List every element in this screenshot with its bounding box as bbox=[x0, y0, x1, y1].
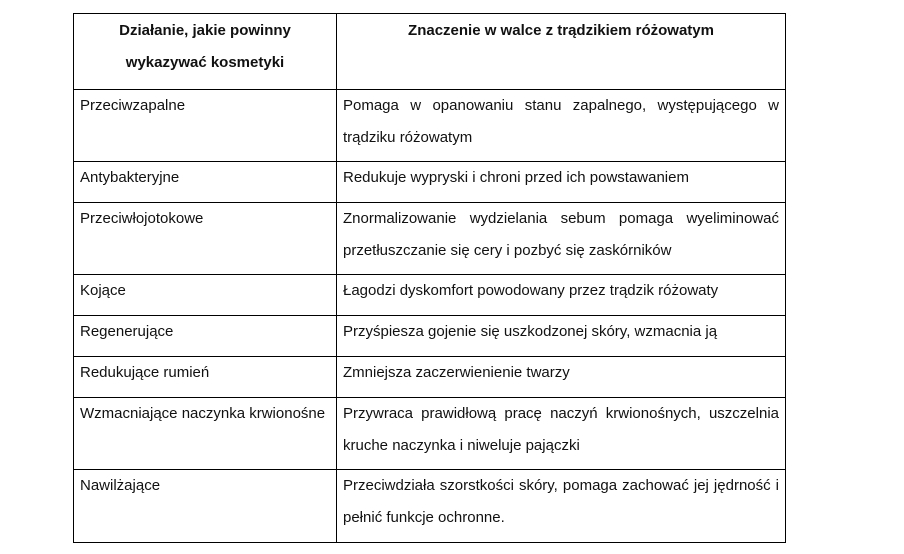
row-meaning: Zmniejsza zaczerwienienie twarzy bbox=[337, 357, 786, 398]
table-row bbox=[74, 357, 786, 398]
row-action: Antybakteryjne bbox=[74, 162, 337, 203]
row-action: Regenerujące bbox=[74, 316, 337, 357]
row-action: Przeciwzapalne bbox=[74, 90, 337, 162]
table-row bbox=[74, 162, 786, 203]
row-action: Przeciwłojotokowe bbox=[74, 203, 337, 275]
header-action: Działanie, jakie powinny wykazywać kosmetyki bbox=[74, 14, 337, 90]
row-meaning: Redukuje wypryski i chroni przed ich powstawaniem bbox=[337, 162, 786, 203]
row-meaning: Przywraca prawidłową pracę naczyń krwionośnych, uszczelnia kruche naczynka i niweluje pajączki bbox=[337, 398, 786, 470]
row-meaning: Przyśpiesza gojenie się uszkodzonej skóry, wzmacnia ją bbox=[337, 316, 786, 357]
table-row bbox=[74, 398, 786, 470]
row-action: Nawilżające bbox=[74, 470, 337, 543]
table-row bbox=[74, 90, 786, 162]
table-row bbox=[74, 275, 786, 316]
table-row bbox=[74, 470, 786, 543]
row-meaning: Przeciwdziała szorstkości skóry, pomaga zachować jej jędrność i pełnić funkcje ochronne. bbox=[337, 470, 786, 543]
table-header-row bbox=[74, 14, 786, 90]
row-meaning: Pomaga w opanowaniu stanu zapalnego, występującego w trądziku różowatym bbox=[337, 90, 786, 162]
table-row bbox=[74, 203, 786, 275]
row-meaning: Łagodzi dyskomfort powodowany przez trądzik różowaty bbox=[337, 275, 786, 316]
row-meaning: Znormalizowanie wydzielania sebum pomaga wyeliminować przetłuszczanie się cery i pozbyć się zaskórników bbox=[337, 203, 786, 275]
row-action: Redukujące rumień bbox=[74, 357, 337, 398]
table-row bbox=[74, 316, 786, 357]
row-action: Wzmacniające naczynka krwionośne bbox=[74, 398, 337, 470]
row-action: Kojące bbox=[74, 275, 337, 316]
header-meaning: Znaczenie w walce z trądzikiem różowatym bbox=[337, 14, 786, 90]
cosmetics-table bbox=[73, 13, 786, 543]
